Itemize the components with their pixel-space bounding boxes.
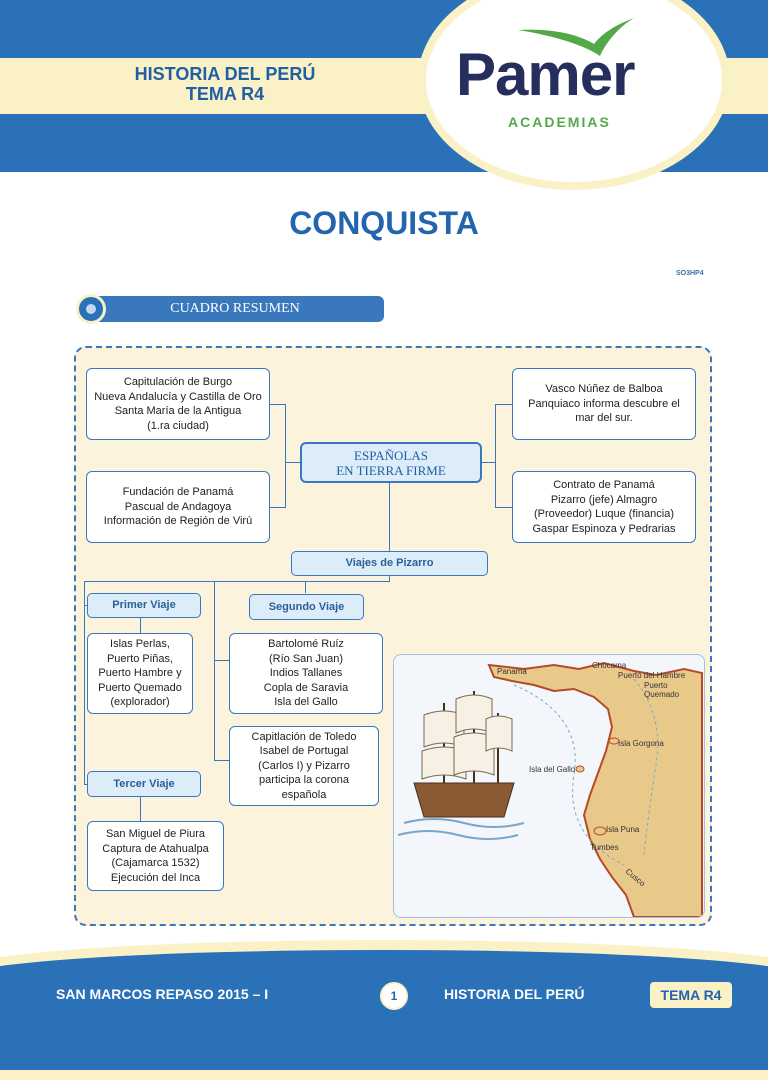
text-line: Vasco Núñez de Balboa [545,383,663,396]
text-line: Isabel de Portugal [259,745,349,758]
map-label: Panamá [497,667,527,676]
connector [214,760,230,761]
text-line: Santa María de la Antigua [114,405,242,417]
document-code: SO3HP4 [676,270,704,277]
page-title: CONQUISTA [289,205,479,241]
isla-puna-shape [594,827,606,835]
segundo-viaje-tag: Segundo Viaje [249,594,364,620]
center-line1: ESPAÑOLAS [354,448,428,463]
connector [84,581,390,582]
text-line: Bartolomé Ruíz [268,638,344,651]
connector [495,507,513,508]
logo-wordmark: Pamer [456,41,635,108]
capitulacion-toledo-box [229,726,379,806]
footer-band [0,950,768,1070]
footer-course: SAN MARCOS REPASO 2015 – I [56,986,269,1002]
text-line: Puerto Quemado [98,681,182,694]
fundacion-panama-box [86,471,270,543]
map-label: Tumbes [590,843,619,852]
text-line: mar del sur. [575,412,633,425]
text-line: San Miguel de Piura [105,828,206,840]
contrato-panama-box [512,471,696,543]
connector [285,404,286,508]
text-line: Contrato de Panamá [553,479,655,491]
map-illustration [393,654,705,918]
header-title-line1: HISTORIA DEL PERÚ [134,64,316,84]
espanolas-tierra-firme-box [300,442,482,483]
connector [389,482,390,551]
text-line: Islas Perlas, [110,638,170,651]
footer-subject: HISTORIA DEL PERÚ [444,986,585,1002]
text-line: española [281,788,327,801]
text-line: participa la corona [259,774,349,787]
connector [305,581,306,593]
map-label: Puerto del Hambre [618,671,686,680]
primer-viaje-tag: Primer Viaje [87,593,201,618]
text-line: (explorador) [110,696,170,709]
text-line: Puerto Hambre y [98,667,182,680]
text-line: (Proveedor) Luque (financia) [533,508,675,520]
capitulacion-burgo-box [86,368,270,440]
map-label: Chocama [592,661,627,670]
text-line: (Cajamarca 1532) [111,857,200,869]
logo-subtitle: ACADEMIAS [508,114,611,130]
tercer-viaje-tag: Tercer Viaje [87,771,201,797]
text-line: Puerto Piñas, [106,652,174,665]
connector [214,581,215,761]
connector [495,404,496,508]
connector [84,581,85,785]
connector [140,618,141,633]
text-line: Capitlación de Toledo [251,730,357,743]
connector [285,462,301,463]
text-line: Información de Región de Virú [103,515,253,528]
map-label: Cusco [623,866,647,889]
footer-tema-badge: TEMA R4 [650,982,732,1008]
coast-shape [489,663,702,917]
text-line: Captura de Atahualpa [102,842,209,855]
connector [269,404,286,405]
connector [269,507,286,508]
text-line: (1.ra ciudad) [147,419,209,432]
text-line: Ejecución del Inca [110,871,201,884]
tercer-viaje-box [87,821,224,891]
text-line: Panquiaco informa descubre el [528,397,680,410]
page-number: 1 [380,982,408,1010]
text-line: Gaspar Espinoza y Pedrarias [532,522,676,535]
text-line: (Carlos I) y Pizarro [258,759,350,772]
viajes-pizarro-tag: Viajes de Pizarro [291,551,488,576]
ship-icon [398,691,524,839]
text-line: Isla del Gallo [274,696,338,709]
text-line: (Río San Juan) [269,652,343,665]
connector [495,404,513,405]
section-banner: CUADRO RESUMEN [86,296,384,322]
text-line: Indios Tallanes [269,667,343,680]
balboa-box [512,368,696,440]
text-line: Pascual de Andagoya [124,500,232,513]
segundo-viaje-box [229,633,383,714]
connector [481,462,496,463]
map-label: Isla del Gallo [529,765,576,774]
text-line: Fundación de Panamá [122,486,234,499]
text-line: Nueva Andalucía y Castilla de Oro [94,390,262,403]
text-line: Pizarro (jefe) Almagro [550,493,658,506]
text-line: Copla de Saravia [263,681,349,694]
primer-viaje-box [87,633,193,714]
map-label: Isla Gorgona [618,739,664,748]
center-line2: EN TIERRA FIRME [336,463,446,478]
map-label: Isla Puna [606,825,640,834]
connector [214,660,230,661]
text-line: Capitulación de Burgo [123,376,233,388]
header-title [60,64,390,104]
bullet-icon [76,294,106,324]
isla-gallo-shape [576,766,584,772]
map-label: Puerto Quemado [644,681,680,699]
header-title-line2: TEMA R4 [185,84,265,104]
connector [140,797,141,821]
